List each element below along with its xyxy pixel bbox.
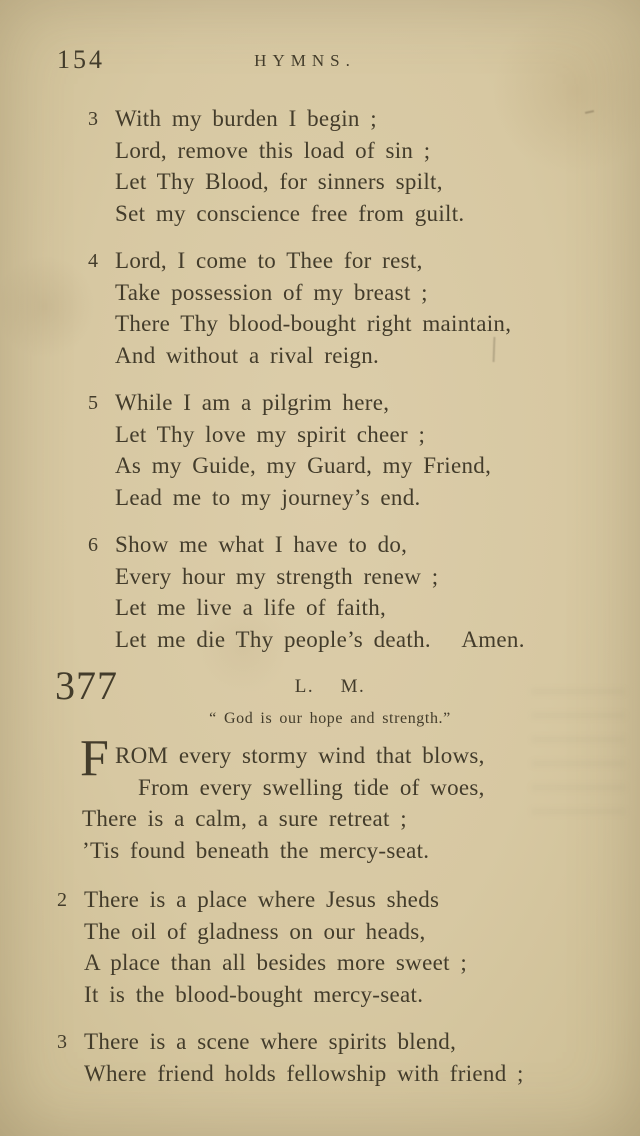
verse-line: Lord, remove this load of sin ; xyxy=(115,137,431,163)
hymn-meter: L. M. xyxy=(294,676,366,697)
verse-number: 3 xyxy=(88,108,99,130)
page-header xyxy=(0,0,640,77)
verse-line: Set my conscience free from guilt. xyxy=(115,200,465,226)
verse-number: 3 xyxy=(57,1031,68,1053)
verse xyxy=(62,103,640,229)
verse xyxy=(62,387,640,513)
running-title: HYMNS. xyxy=(254,51,356,70)
verse-line: A place than all besides more sweet ; xyxy=(84,950,468,975)
verse-line: Let me die Thy people’s death. Amen. xyxy=(115,626,525,652)
verse-line: Lord, I come to Thee for rest, xyxy=(115,248,423,273)
verse-number: 6 xyxy=(88,534,99,556)
verse-line: Show me what I have to do, xyxy=(115,532,408,557)
previous-hymn-verses xyxy=(62,103,640,655)
drop-cap: F xyxy=(80,730,109,787)
verse xyxy=(31,884,640,1010)
verse-line: The oil of gladness on our heads, xyxy=(84,918,426,944)
verse-line: There is a place where Jesus sheds xyxy=(84,887,440,912)
verse-line: There is a calm, a sure retreat ; xyxy=(82,806,407,831)
verse-line: While I am a pilgrim here, xyxy=(115,390,390,415)
verse xyxy=(62,529,640,655)
verse-line: Let Thy love my spirit cheer ; xyxy=(115,421,426,447)
verse-line: With my burden I begin ; xyxy=(115,106,377,131)
verse-number: 5 xyxy=(88,392,99,414)
verse-line: From every swelling tide of woes, xyxy=(138,774,485,800)
verse-number: 2 xyxy=(57,889,68,911)
page-number: 154 xyxy=(57,45,105,74)
verse-line: Let me live a life of faith, xyxy=(115,595,387,620)
verse-line: Take possession of my breast ; xyxy=(115,279,428,305)
verse-line: It is the blood-bought mercy-seat. xyxy=(84,981,424,1007)
verse-line: There is a scene where spirits blend, xyxy=(84,1029,457,1054)
hymn-epigraph: “ God is our hope and strength.” xyxy=(209,710,451,727)
verse xyxy=(62,245,640,371)
verse-line: As my Guide, my Guard, my Friend, xyxy=(115,453,492,478)
verse-line: Let Thy Blood, for sinners spilt, xyxy=(115,169,443,194)
verse-line: ROM every stormy wind that blows, xyxy=(115,743,485,768)
verse-line: There Thy blood-bought right maintain, xyxy=(115,311,512,336)
verse-line: And without a rival reign. xyxy=(115,342,380,368)
verse-line: Every hour my strength renew ; xyxy=(115,563,439,589)
verse-number: 4 xyxy=(88,250,99,272)
verse-line: ’Tis found beneath the mercy-seat. xyxy=(82,837,430,863)
verse-line: Lead me to my journey’s end. xyxy=(115,484,421,510)
verse xyxy=(31,1026,640,1089)
scan-speck xyxy=(237,186,240,189)
page-showthrough xyxy=(531,688,626,818)
verse-line: Where friend holds fellowship with friend ; xyxy=(84,1060,524,1086)
hymn-number: 377 xyxy=(55,663,118,708)
